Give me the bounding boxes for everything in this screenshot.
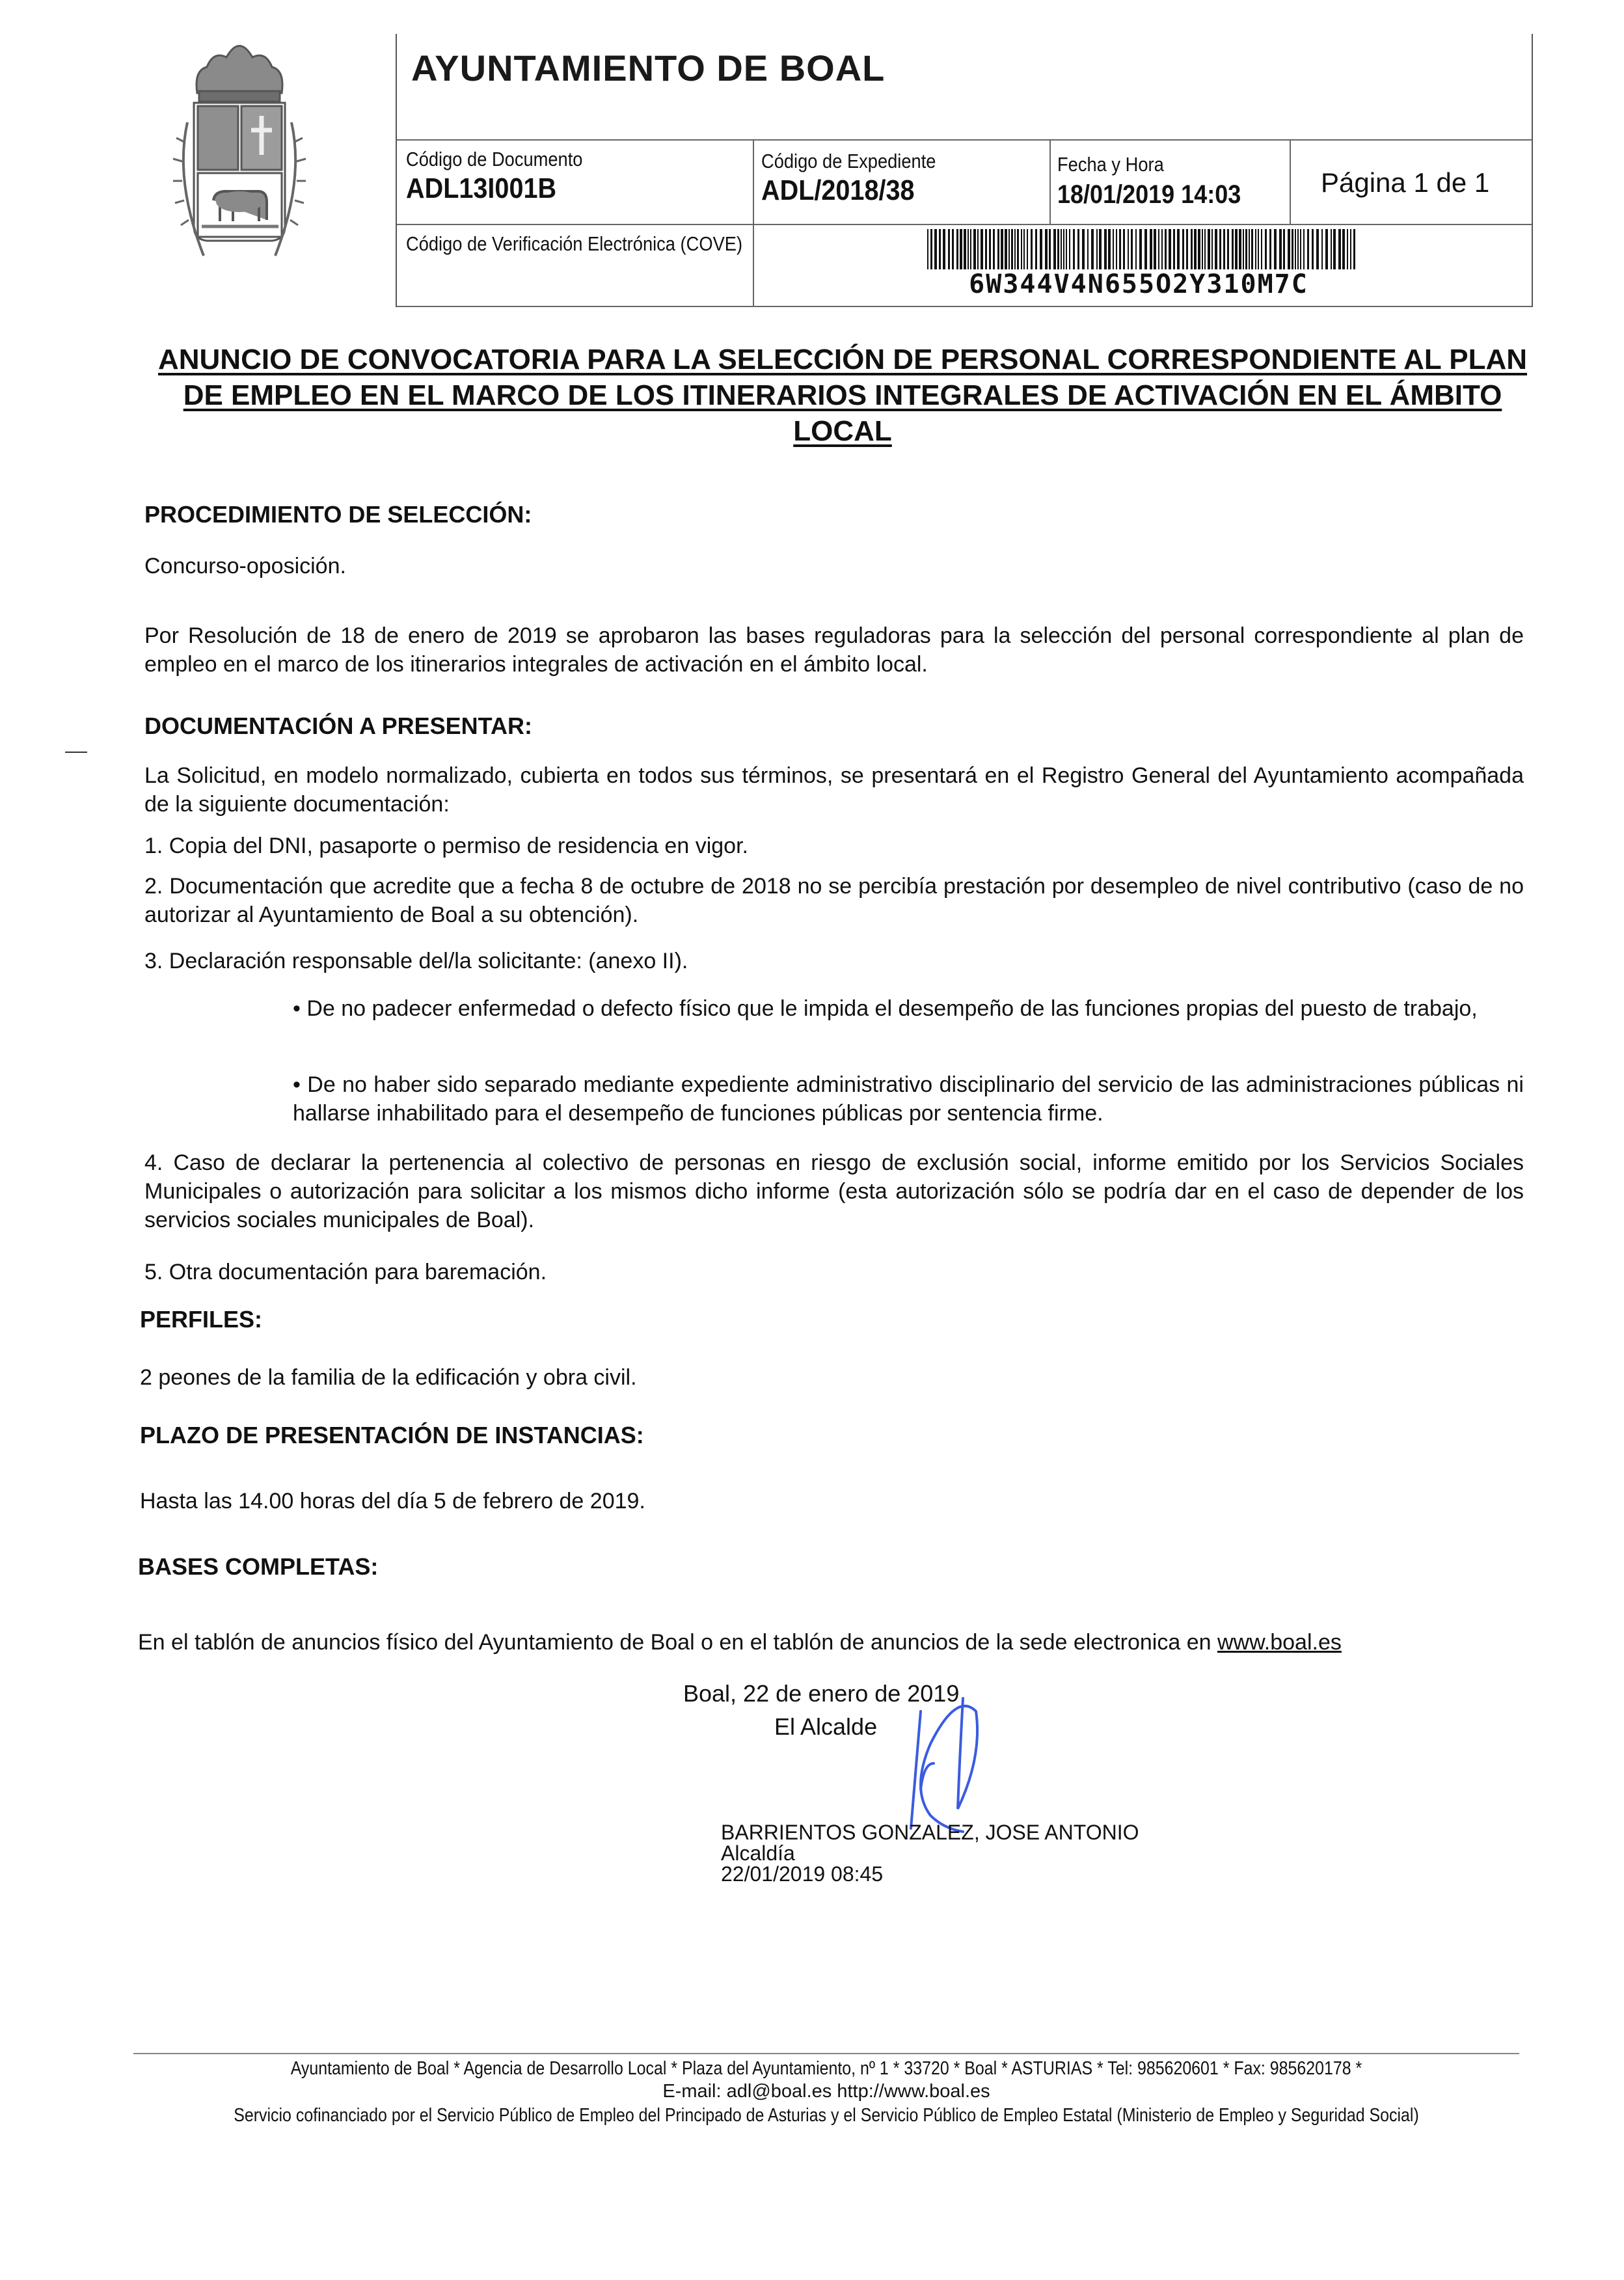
- barcode-bar: [1274, 229, 1277, 269]
- document-code: ADL13I001B: [406, 172, 557, 204]
- barcode-bar: [1061, 229, 1062, 269]
- plazo-text: Hasta las 14.00 horas del día 5 de febrero de 2019.: [140, 1489, 645, 1513]
- barcode-bar: [1001, 229, 1003, 269]
- doc-item-5: 5. Otra documentación para baremación.: [144, 1260, 547, 1284]
- barcode-bar: [1119, 229, 1121, 269]
- barcode-bar: [1023, 229, 1025, 269]
- barcode-bar: [1249, 229, 1250, 269]
- barcode-bar: [1099, 229, 1102, 269]
- barcode-bar: [1219, 229, 1221, 269]
- margin-mark: [65, 752, 87, 753]
- barcode-bar: [1342, 229, 1345, 269]
- signer-office: Alcaldía: [721, 1841, 795, 1865]
- document-code-label: Código de Documento: [406, 148, 583, 170]
- barcode-bar: [1169, 229, 1171, 269]
- barcode-bar: [1258, 229, 1259, 269]
- declaration-bullet-2: • De no haber sido separado mediante expediente administrativo disciplinario del servicio de las administraciones públicas ni hallarse inhabilitado para el desempeño de funciones públicas por sentencia firme.: [293, 1072, 1524, 1126]
- barcode-bar: [1194, 229, 1197, 269]
- barcode-bar: [1300, 229, 1301, 269]
- barcode-bar: [1154, 229, 1156, 269]
- barcode-bar: [1325, 229, 1328, 269]
- barcode-bar: [1204, 229, 1206, 269]
- bases-text: [138, 1628, 1342, 1657]
- doc-item-3: 3. Declaración responsable del/la solicitante: (anexo II).: [144, 949, 688, 973]
- barcode-bar: [1232, 229, 1234, 269]
- barcode-bar: [1255, 229, 1256, 269]
- barcode-bar: [1261, 229, 1262, 269]
- barcode-bar: [1288, 229, 1290, 269]
- section-heading-perfiles: PERFILES:: [140, 1306, 263, 1333]
- barcode-bar: [1223, 229, 1225, 269]
- barcode-bar: [1014, 229, 1016, 269]
- barcode-bar: [1307, 229, 1309, 269]
- barcode-bar: [1158, 229, 1159, 269]
- barcode-bar: [1082, 229, 1085, 269]
- barcode-bar: [1350, 229, 1351, 269]
- barcode-bar: [1091, 229, 1094, 269]
- section-heading-bases: BASES COMPLETAS:: [138, 1553, 379, 1580]
- barcode-bar: [1139, 229, 1142, 269]
- barcode-bar: [1292, 229, 1293, 269]
- barcode-bar: [1113, 229, 1114, 269]
- barcode-bar: [964, 229, 966, 269]
- barcode-bar: [1073, 229, 1075, 269]
- footer-address: Ayuntamiento de Boal * Agencia de Desarrollo Local * Plaza del Ayuntamiento, nº 1 * 33720 * Boal * ASTURIAS * Tel: 985620601 * Fax: 985620178 *: [290, 2058, 1362, 2079]
- signature-place-date: Boal, 22 de enero de 2019: [683, 1680, 960, 1707]
- barcode-bar: [1108, 229, 1111, 269]
- barcode-bar: [934, 229, 937, 269]
- barcode-bar: [1031, 229, 1033, 269]
- barcode-bar: [1087, 229, 1089, 269]
- barcode-bar: [981, 229, 983, 269]
- barcode-bar: [1347, 229, 1348, 269]
- barcode-bar: [1165, 229, 1167, 269]
- barcode-bar: [1333, 229, 1336, 269]
- documentacion-intro: La Solicitud, en modelo normalizado, cubierta en todos sus términos, se presentará en el Registro General del Ayuntamiento acompañada de la siguiente documentación:: [144, 763, 1524, 817]
- barcode-bar: [1150, 229, 1152, 269]
- barcode-bar: [1186, 229, 1188, 269]
- barcode-bar: [952, 229, 954, 269]
- barcode-bar: [968, 229, 969, 269]
- barcode-bar: [1027, 229, 1028, 269]
- datetime-label: Fecha y Hora: [1057, 153, 1164, 176]
- barcode-bar: [1269, 229, 1271, 269]
- barcode-bar: [1057, 229, 1059, 269]
- barcode-bar: [1208, 229, 1210, 269]
- barcode-bar: [1128, 229, 1129, 269]
- barcode-bar: [1338, 229, 1341, 269]
- barcode-bar: [1182, 229, 1184, 269]
- barcode-bar: [1011, 229, 1013, 269]
- coat-of-arms-logo: [168, 31, 311, 265]
- barcode-bar: [1135, 229, 1137, 269]
- barcode-bar: [1005, 229, 1007, 269]
- barcode-bar: [1202, 229, 1203, 269]
- barcode-bar: [948, 229, 950, 269]
- barcode-bar: [1049, 229, 1051, 269]
- barcode-image: [927, 229, 1360, 269]
- barcode-bar: [1123, 229, 1125, 269]
- barcode-bar: [960, 229, 962, 269]
- barcode-bar: [1321, 229, 1323, 269]
- footer-cofinancing: Servicio cofinanciado por el Servicio Público de Empleo del Principado de Asturias y el Servicio Público de Empleo Estatal (Ministerio de Empleo y Seguridad Social): [234, 2105, 1419, 2126]
- datetime-value: 18/01/2019 14:03: [1057, 180, 1241, 209]
- barcode-bar: [1283, 229, 1285, 269]
- barcode-bar: [1279, 229, 1282, 269]
- barcode-bar: [1063, 229, 1064, 269]
- barcode-bar: [997, 229, 999, 269]
- cove-code: 6W344V4N655O2Y310M7C: [969, 269, 1308, 299]
- barcode-bar: [1161, 229, 1163, 269]
- doc-item-4: 4. Caso de declarar la pertenencia al colectivo de personas en riesgo de exclusión social, informe emitido por los Servicios Sociales Municipales o autorización para solicitar a los mismos dicho informe (esta autorización sólo se podría dar en el caso de depender de los servicios sociales municipales de Boal).: [144, 1150, 1524, 1232]
- barcode-bar: [1227, 229, 1229, 269]
- barcode-bar: [1295, 229, 1296, 269]
- barcode-bar: [1104, 229, 1107, 269]
- signer-block: [721, 1822, 1139, 1884]
- file-code: ADL/2018/38: [761, 174, 915, 206]
- barcode-bar: [1021, 229, 1022, 269]
- resolution-paragraph: Por Resolución de 18 de enero de 2019 se aprobaron las bases reguladoras para la selección del personal correspondiente al plan de empleo en el marco de los itinerarios integrales de activación en el ámbito local.: [144, 623, 1524, 677]
- procedimiento-text: Concurso-oposición.: [144, 554, 346, 578]
- barcode-bar: [956, 229, 958, 269]
- section-heading-documentacion: DOCUMENTACIÓN A PRESENTAR:: [144, 712, 532, 739]
- perfiles-text: 2 peones de la familia de la edificación y obra civil.: [140, 1365, 637, 1390]
- barcode-bar: [1053, 229, 1056, 269]
- section-heading-procedimiento: PROCEDIMIENTO DE SELECCIÓN:: [144, 501, 532, 528]
- file-code-label: Código de Expediente: [761, 150, 936, 172]
- announcement-title: ANUNCIO DE CONVOCATORIA PARA LA SELECCIÓN DE PERSONAL CORRESPONDIENTE AL PLAN DE EMPLEO EN EL MARCO DE LOS ITINERARIOS INTEGRALES DE ACTIVACIÓN EN EL ÁMBITO LOCAL: [157, 344, 1527, 447]
- barcode-bar: [1177, 229, 1180, 269]
- barcode-bar: [1239, 229, 1241, 269]
- barcode-bar: [1077, 229, 1079, 269]
- barcode-bar: [1191, 229, 1193, 269]
- barcode-bar: [973, 229, 976, 269]
- barcode-bar: [993, 229, 995, 269]
- barcode-bar: [970, 229, 971, 269]
- barcode-bar: [1211, 229, 1213, 269]
- barcode-bar: [1353, 229, 1355, 269]
- declaration-bullet-1: • De no padecer enfermedad o defecto físico que le impida el desempeño de las funciones propias del puesto de trabajo,: [293, 996, 1478, 1021]
- document-header-table: [396, 34, 1533, 307]
- barcode-bar: [1316, 229, 1319, 269]
- website-link[interactable]: www.boal.es: [1217, 1630, 1342, 1655]
- organization-name: AYUNTAMIENTO DE BOAL: [411, 48, 886, 88]
- barcode-bar: [1251, 229, 1253, 269]
- barcode-bar: [1235, 229, 1238, 269]
- barcode-bar: [943, 229, 945, 269]
- barcode-bar: [1198, 229, 1200, 269]
- section-heading-plazo: PLAZO DE PRESENTACIÓN DE INSTANCIAS:: [140, 1422, 644, 1448]
- barcode-bar: [1116, 229, 1117, 269]
- barcode-bar: [1245, 229, 1247, 269]
- barcode-bar: [1312, 229, 1314, 269]
- signature-role: El Alcalde: [774, 1713, 878, 1740]
- barcode-bar: [1215, 229, 1217, 269]
- doc-item-1: 1. Copia del DNI, pasaporte o permiso de residencia en vigor.: [144, 834, 748, 858]
- barcode-bar: [1017, 229, 1019, 269]
- cove-label: Código de Verificación Electrónica (COVE): [406, 232, 743, 255]
- barcode-bar: [1297, 229, 1299, 269]
- barcode-bar: [1008, 229, 1010, 269]
- signature-timestamp: 22/01/2019 08:45: [721, 1862, 884, 1886]
- barcode-bar: [1173, 229, 1175, 269]
- barcode-bar: [1040, 229, 1042, 269]
- bases-text-body: En el tablón de anuncios físico del Ayuntamiento de Boal o en el tablón de anuncios de la sede electronica en: [138, 1630, 1217, 1655]
- barcode-bar: [1144, 229, 1147, 269]
- barcode-bar: [1069, 229, 1070, 269]
- signer-name: BARRIENTOS GONZALEZ, JOSE ANTONIO: [721, 1821, 1139, 1844]
- barcode-bar: [939, 229, 941, 269]
- barcode-bar: [930, 229, 932, 269]
- barcode-bar: [1066, 229, 1067, 269]
- doc-item-2: 2. Documentación que acredite que a fecha 8 de octubre de 2018 no se percibía prestación por desempleo de nivel contributivo (caso de no autorizar al Ayuntamiento de Boal a su obtención).: [144, 874, 1524, 927]
- barcode-bar: [989, 229, 991, 269]
- barcode-bar: [1303, 229, 1305, 269]
- barcode-bar: [1131, 229, 1133, 269]
- barcode-bar: [927, 229, 928, 269]
- barcode-bar: [1045, 229, 1048, 269]
- footer-divider: [133, 2053, 1519, 2054]
- barcode-bar: [1243, 229, 1244, 269]
- barcode-bar: [1096, 229, 1098, 269]
- barcode-bar: [1035, 229, 1037, 269]
- page-indicator: Página 1 de 1: [1321, 167, 1490, 198]
- barcode-bar: [1331, 229, 1332, 269]
- barcode-bar: [1265, 229, 1267, 269]
- barcode-bar: [985, 229, 987, 269]
- footer-contact: E-mail: adl@boal.es http://www.boal.es: [662, 2081, 990, 2102]
- barcode-bar: [977, 229, 979, 269]
